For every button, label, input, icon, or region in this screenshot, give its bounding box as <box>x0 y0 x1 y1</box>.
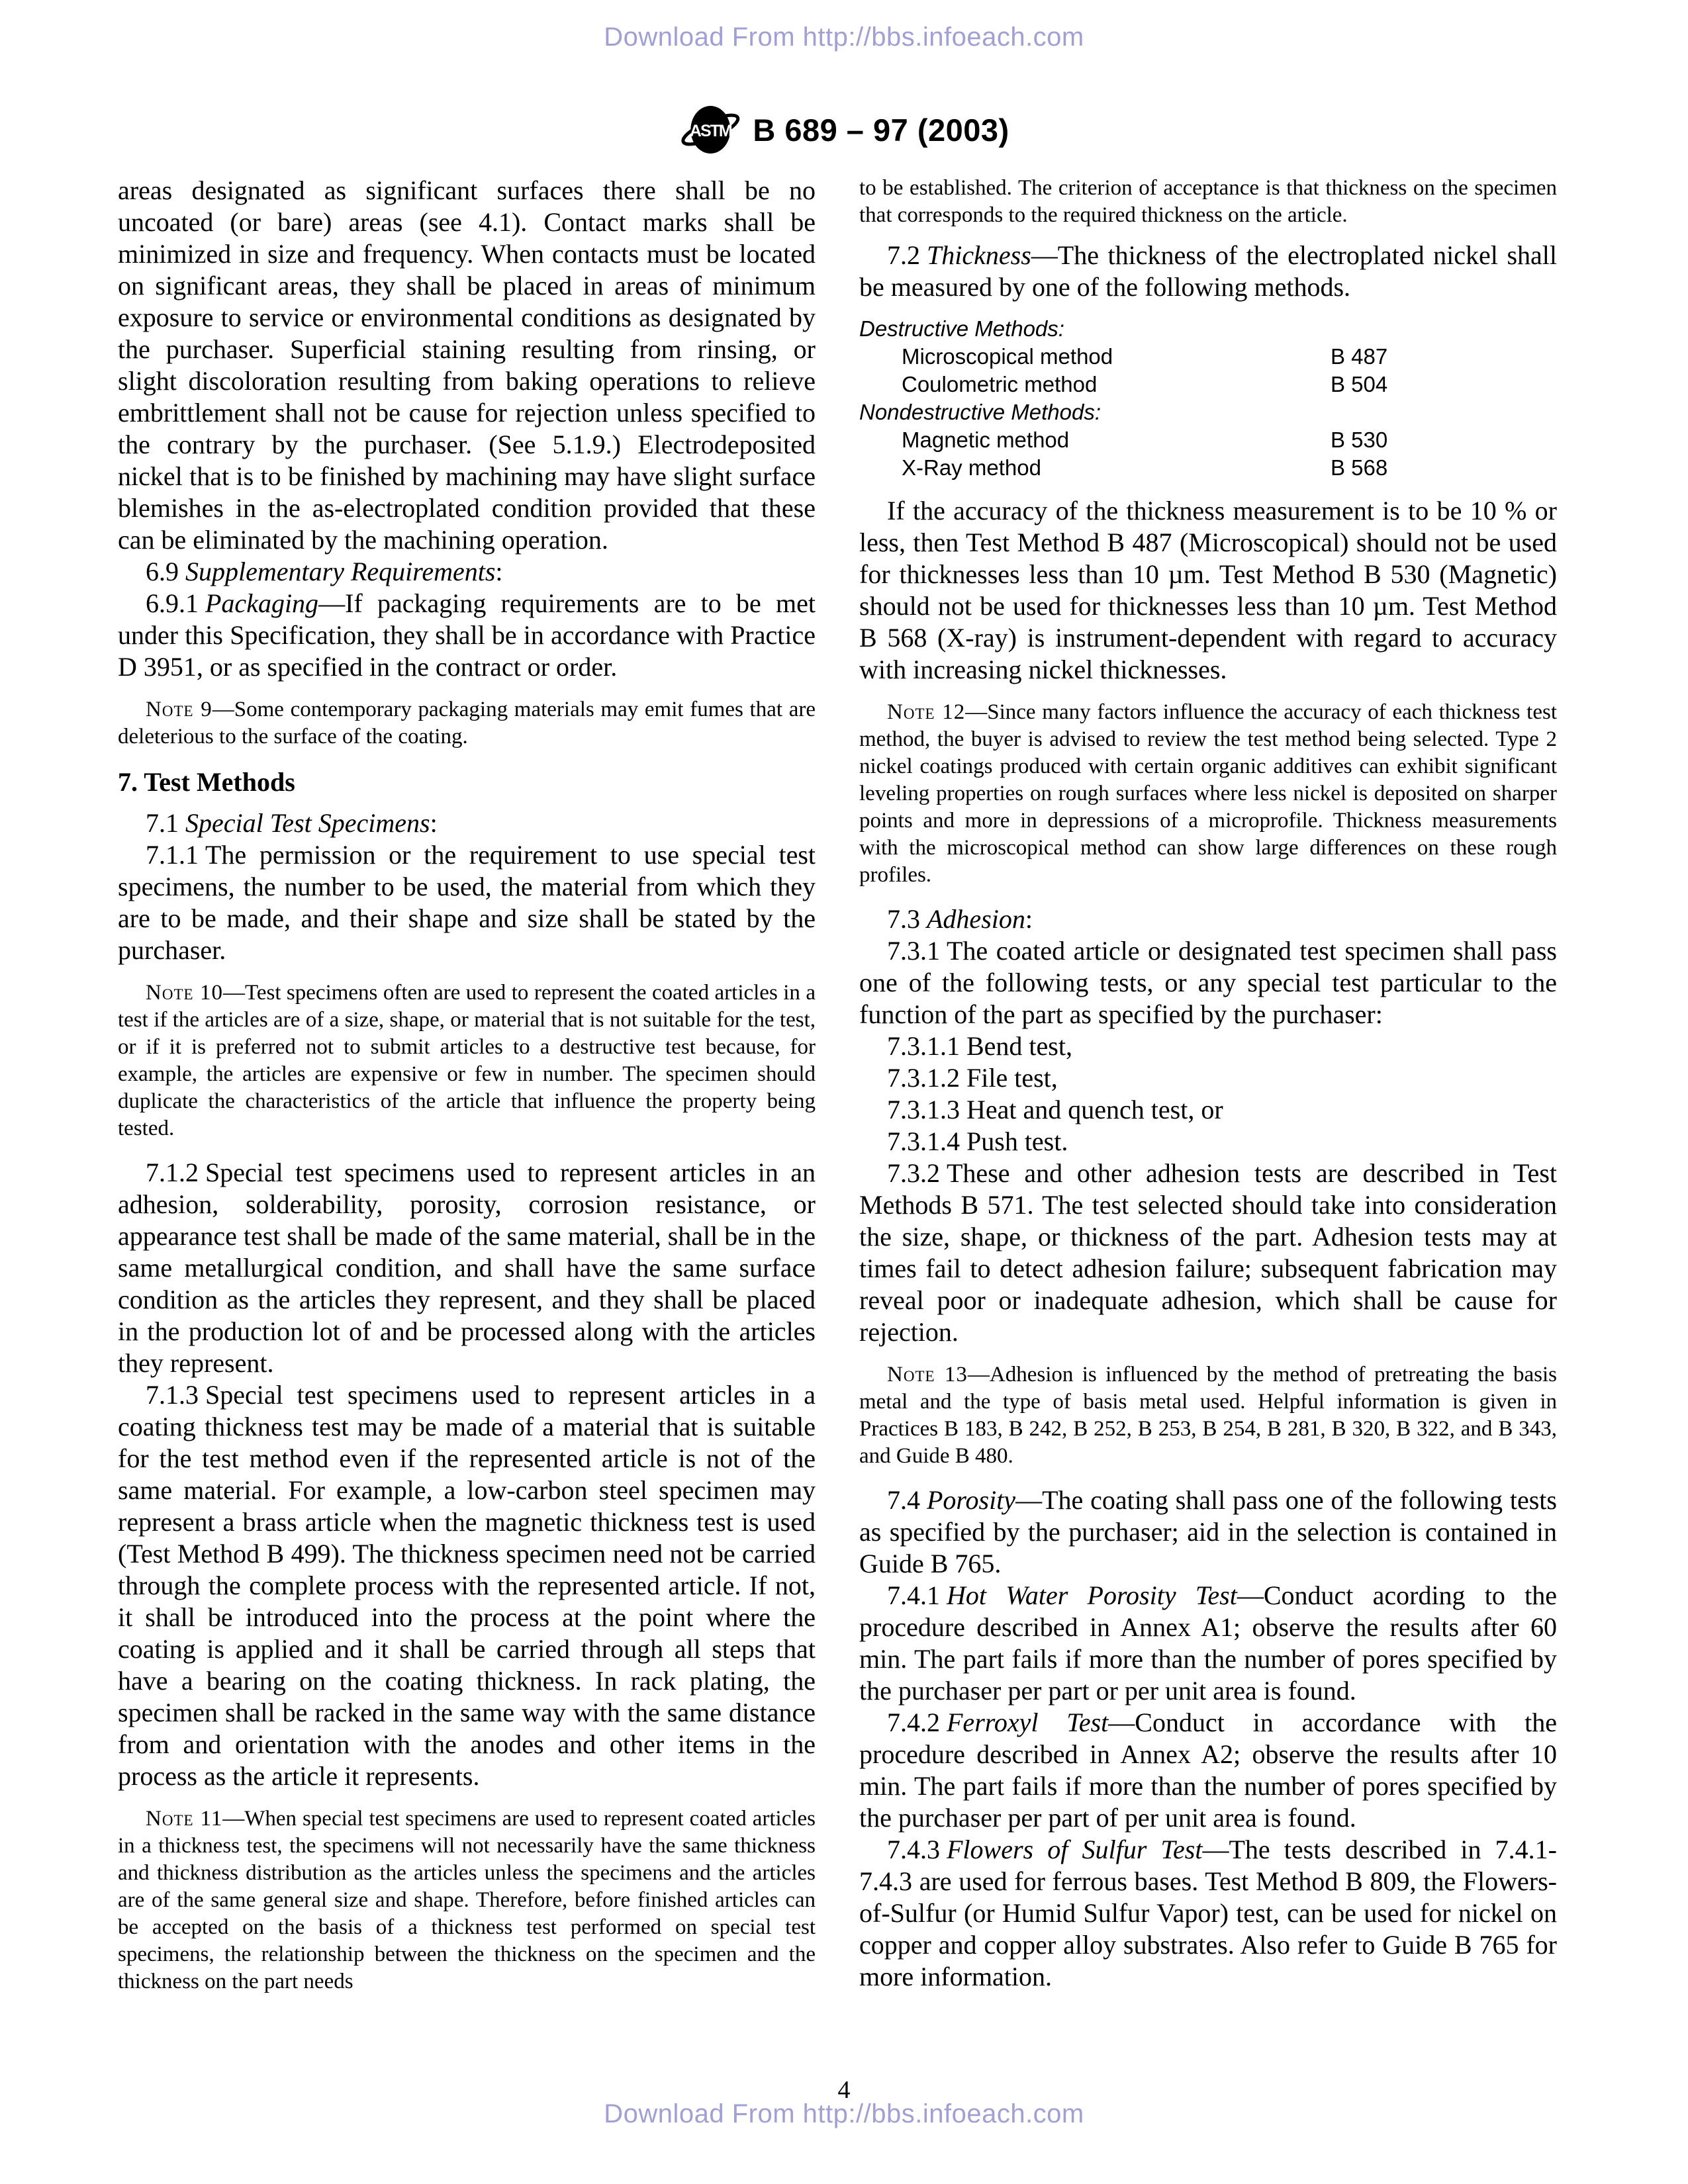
section-number: 7.4.2 <box>887 1707 940 1737</box>
watermark-bottom: Download From http://bbs.infoeach.com <box>604 2099 1084 2128</box>
section-7-3-2 <box>859 1158 1557 1348</box>
note-text: —Test specimens often are used to represent the coated articles in a test if the articles are of a size, shape, or material that is not suitable for the test, or if it is preferred not to submit articles to a destructive test because, for example, the articles are expensive or few in number. The specimen should duplicate the characteristics of the article that influence the property being tested. <box>118 981 816 1140</box>
section-7-3-1 <box>859 935 1557 1030</box>
paragraph-continuation: areas designated as significant surfaces there shall be no uncoated (or bare) areas (see 4.1). Contact marks shall be minimized in size and frequency. When contacts must be located on significant areas, they shall be placed in areas of minimum exposure to service or environmental conditions as designated by the purchaser. Superficial staining resulting from rinsing, or slight discoloration resulting from baking operations to relieve embrittlement shall not be cause for rejection unless specified to the contrary by the purchaser. (See 5.1.9.) Electrodeposited nickel that is to be finished by machining may have slight surface blemishes in the as-electroplated condition provided that these can be eliminated by the machining operation. <box>118 175 816 555</box>
method-name: Microscopical method <box>902 344 1113 369</box>
section-text: —The thickness of the electroplated nickel shall be measured by one of the following methods. <box>859 240 1557 302</box>
section-text: The permission or the requirement to use special test specimens, the number to be used, the material from which they are to be made, and their shape and size shall be stated by the purchaser. <box>118 840 816 965</box>
page-number: 4 <box>837 2076 851 2104</box>
section-text: —If packaging requirements are to be met under this Specification, they shall be in accordance with Practice D 3951, or as specified in the contract or order. <box>118 588 816 682</box>
adhesion-test-item <box>859 1062 1557 1094</box>
section-text: —The coating shall pass one of the following tests as specified by the purchaser; aid in the selection is contained in Guide B 765. <box>859 1485 1557 1578</box>
section-title: Thickness <box>927 240 1031 270</box>
section-title: Porosity <box>927 1485 1016 1515</box>
section-tail: : <box>1025 904 1033 934</box>
note-11-continuation: to be established. The criterion of acceptance is that thickness on the specimen that corresponds to the required thickness on the article. <box>859 176 1557 227</box>
note-text: —Since many factors influence the accuracy of each thickness test method, the buyer is advised to review the test method being selected. Type 2 nickel coatings produced with certain organic additives can exhibit significant leveling properties on rough surfaces where less nickel is deposited on sharper points and more in depressions of a microprofile. Thickness measurements with the microscopical method can show large differences on these rough profiles. <box>859 700 1557 887</box>
section-title: Ferroxyl Test <box>947 1707 1109 1737</box>
method-row <box>859 426 1557 454</box>
note-10 <box>118 979 816 1142</box>
astm-logo-text: ASTM <box>689 122 731 140</box>
method-name: Coulometric method <box>902 372 1098 396</box>
section-7-4-3 <box>859 1834 1557 1993</box>
section-number: 7.3.2 <box>887 1158 940 1188</box>
section-number: 7.3.1.1 <box>887 1031 960 1061</box>
left-column <box>118 175 816 2010</box>
method-code: B 530 <box>1331 428 1388 452</box>
methods-group-heading: Destructive Methods: <box>859 316 1064 341</box>
section-text: Bend test, <box>966 1031 1072 1061</box>
section-number: 7.3.1 <box>887 936 940 966</box>
note-label: Note 11 <box>146 1807 223 1831</box>
note-9 <box>118 696 816 751</box>
section-number: 7.3 <box>887 904 920 934</box>
note-11 <box>118 1805 816 1995</box>
section-7-1 <box>118 807 816 839</box>
section-text: Special test specimens used to represent articles in an adhesion, solderability, porosity, corrosion resistance, or appearance test shall be made of the same material, shall be in the same metallurgical condition, and shall have the same surface condition as the articles they represent, and they shall be placed in the production lot of and be processed along with the articles they represent. <box>118 1158 816 1378</box>
adhesion-test-item <box>859 1094 1557 1126</box>
section-number: 7.4.1 <box>887 1580 940 1610</box>
note-label: Note 12 <box>887 700 966 724</box>
method-code: B 568 <box>1331 455 1388 480</box>
note-text: —Adhesion is influenced by the method of pretreating the basis metal and the type of basis metal used. Helpful information is given in Practices B 183, B 242, B 252, B 253, B 254, B 281, B 320, B 322, and B 343, and Guide B 480. <box>859 1363 1557 1468</box>
adhesion-test-item <box>859 1126 1557 1158</box>
section-number: 7.2 <box>887 240 920 270</box>
section-7-1-3 <box>118 1379 816 1792</box>
note-label: Note 9 <box>146 698 212 721</box>
methods-group-heading: Nondestructive Methods: <box>859 400 1102 424</box>
section-number: 7.3.1.4 <box>887 1126 960 1156</box>
section-6-9 <box>118 556 816 588</box>
section-title: Flowers of Sulfur Test <box>947 1835 1203 1864</box>
heading-test-methods: 7. Test Methods <box>118 767 295 797</box>
section-number: 7.1 <box>146 808 179 838</box>
section-7-4 <box>859 1484 1557 1580</box>
doc-designation: B 689 – 97 (2003) <box>753 112 1009 148</box>
section-tail: : <box>495 557 503 586</box>
note-label: Note 10 <box>146 981 223 1005</box>
section-number: 6.9.1 <box>146 588 199 618</box>
method-name: Magnetic method <box>902 428 1070 452</box>
method-code: B 487 <box>1331 344 1388 369</box>
method-code: B 504 <box>1331 372 1388 396</box>
section-title: Supplementary Requirements <box>185 557 496 586</box>
section-text: —Conduct acording to the procedure described in Annex A1; observe the results after 60 min. The part fails if more than the number of pores specified by the purchaser per part or per unit area is found. <box>859 1580 1558 1706</box>
section-tail: : <box>430 808 438 838</box>
section-7-4-1 <box>859 1580 1557 1707</box>
section-title: Adhesion <box>927 904 1025 934</box>
section-number: 7.3.1.3 <box>887 1095 960 1124</box>
section-title: Packaging <box>205 588 319 618</box>
note-text: —When special test specimens are used to represent coated articles in a thickness test, the specimens will not necessarily have the same thickness and thickness distribution as the articles unless the specimens and the articles are of the same general size and shape. Therefore, before finished articles can be accepted on the basis of a thickness test performed on special test specimens, the relationship between the thickness on the specimen and the thickness on the part needs <box>118 1807 816 1993</box>
astm-logo-icon <box>679 98 742 161</box>
note-label: Note 13 <box>887 1363 968 1387</box>
note-13 <box>859 1361 1557 1470</box>
section-text: Heat and quench test, or <box>966 1095 1223 1124</box>
section-number: 7.1.2 <box>146 1158 199 1187</box>
thickness-methods-table <box>859 315 1557 482</box>
section-title: Special Test Specimens <box>185 808 430 838</box>
section-7-4-2 <box>859 1707 1557 1834</box>
section-number: 7.1.1 <box>146 840 199 870</box>
section-number: 7.3.1.2 <box>887 1063 960 1093</box>
section-text: —The tests described in 7.4.1-7.4.3 are used for ferrous bases. Test Method B 809, the Flowers-of-Sulfur (or Humid Sulfur Vapor) test, can be used for nickel on copper and copper alloy substrates. Also refer to Guide B 765 for more information. <box>859 1835 1558 1991</box>
note-text: —Some contemporary packaging materials may emit fumes that are deleterious to the surface of the coating. <box>118 698 816 749</box>
section-number: 6.9 <box>146 557 179 586</box>
section-text: The coated article or designated test specimen shall pass one of the following tests, or any special test particular to the function of the part as specified by the purchaser: <box>859 936 1557 1029</box>
method-name: X-Ray method <box>902 455 1041 480</box>
section-number: 7.4.3 <box>887 1835 940 1864</box>
section-7-2 <box>859 240 1557 303</box>
section-number: 7.4 <box>887 1485 920 1515</box>
section-title: Hot Water Porosity Test <box>947 1580 1237 1610</box>
section-text: File test, <box>966 1063 1058 1093</box>
method-row <box>859 371 1557 398</box>
section-6-9-1 <box>118 588 816 683</box>
section-text: These and other adhesion tests are described in Test Methods B 571. The test selected should take into consideration the size, shape, or thickness of the part. Adhesion tests may at times fail to detect adhesion failure; subsequent fabrication may reveal poor or inadequate adhesion, which shall be cause for rejection. <box>859 1158 1557 1347</box>
method-row <box>859 343 1557 371</box>
right-column <box>859 175 1557 1993</box>
section-7-1-2 <box>118 1157 816 1379</box>
adhesion-test-item <box>859 1030 1557 1062</box>
section-text: Push test. <box>966 1126 1068 1156</box>
section-text: Special test specimens used to represent articles in a coating thickness test may be made of a material that is suitable for the test method even if the represented article is not of the same material. For example, a low-carbon steel specimen may represent a brass article when the magnetic thickness test is used (Test Method B 499). The thickness specimen need not be carried through the complete process with the represented article. If not, it shall be introduced into the process at the point where the coating is applied and it shall be carried through all steps that have a bearing on the coating thickness. In rack plating, the specimen shall be racked in the same way with the same distance from and orientation with the anodes and other items in the process as the article it represents. <box>118 1380 816 1791</box>
section-text: —Conduct in accordance with the procedure described in Annex A2; observe the results after 10 min. The part fails if more than the number of pores specified by the purchaser per part of per unit area is found. <box>859 1707 1558 1833</box>
section-number: 7.1.3 <box>146 1380 199 1410</box>
section-7-1-1 <box>118 839 816 966</box>
note-12 <box>859 699 1557 889</box>
paragraph-accuracy: If the accuracy of the thickness measurement is to be 10 % or less, then Test Method B 487 (Microscopical) should not be used for thicknesses less than 10 µm. Test Method B 530 (Magnetic) should not be used for thicknesses less than 10 µm. Test Method B 568 (X-ray) is instrument-dependent with regard to accuracy with increasing nickel thicknesses. <box>859 496 1557 684</box>
watermark-top: Download From http://bbs.infoeach.com <box>604 23 1084 52</box>
doc-header <box>679 98 1009 161</box>
section-7-3 <box>859 903 1557 935</box>
method-row <box>859 454 1557 482</box>
